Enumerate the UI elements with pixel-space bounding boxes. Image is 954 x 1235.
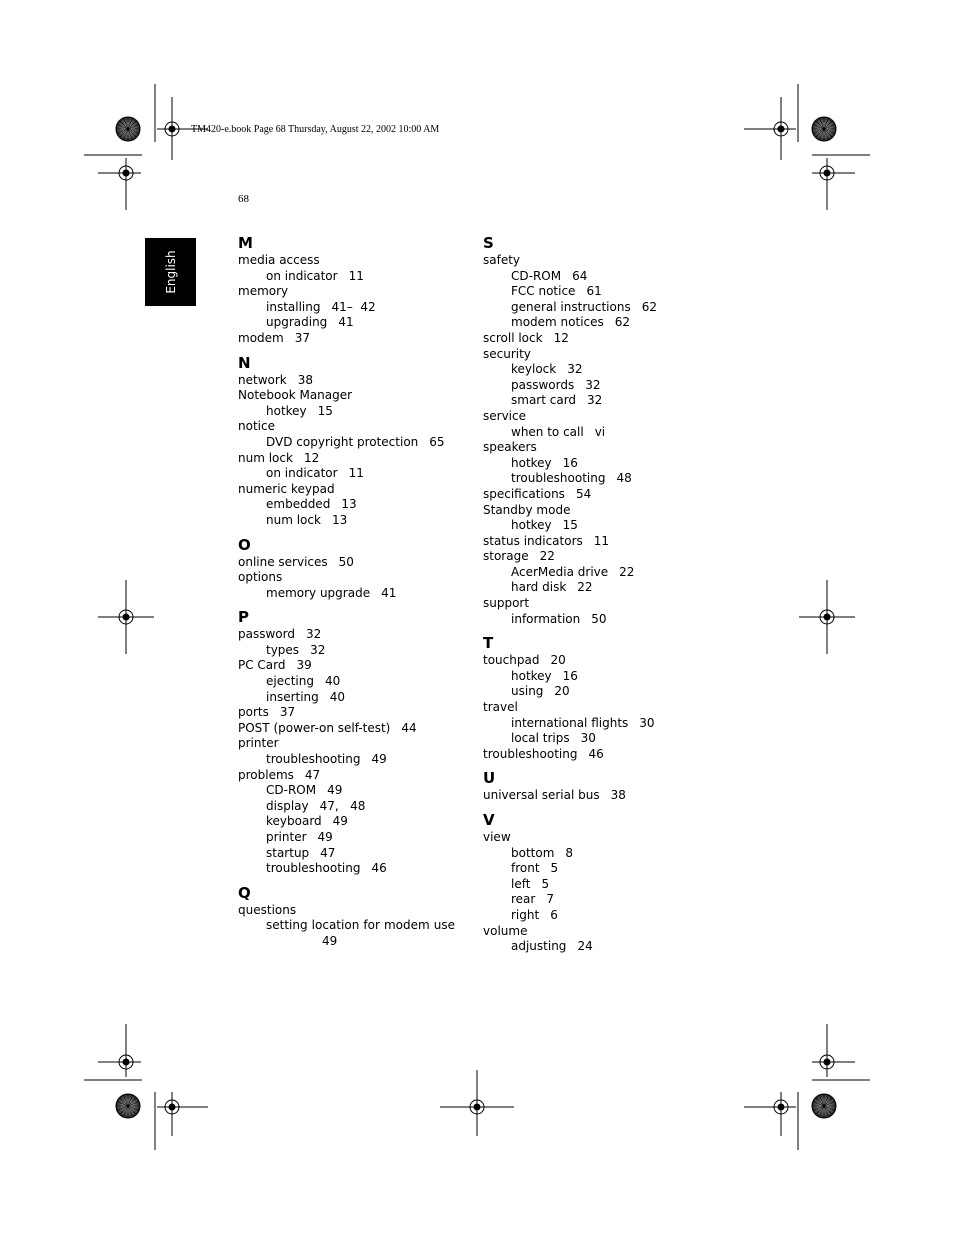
index-term: keyboard (266, 814, 322, 829)
index-term: hard disk (511, 580, 567, 595)
index-page: 40 (329, 689, 346, 704)
index-term: memory (238, 284, 289, 299)
index-term: password (238, 627, 295, 642)
index-term: using (511, 684, 544, 699)
index-term: numeric keypad (238, 481, 335, 496)
index-term: front (511, 861, 540, 876)
index-term: printer (238, 736, 279, 751)
index-page: 48 (616, 471, 632, 486)
index-term: problems (238, 767, 294, 782)
index-page: 37 (294, 330, 311, 345)
index-term: startup (266, 845, 310, 860)
index-page: 32 (305, 627, 322, 642)
index-term: ejecting (266, 674, 314, 689)
index-term: status indicators (483, 533, 583, 548)
index-page: 64 (572, 268, 588, 283)
index-letter: V (483, 811, 495, 829)
index-letter: S (483, 234, 494, 252)
index-term: questions (238, 902, 297, 917)
index-term: hotkey (511, 455, 552, 470)
index-page: 44 (401, 720, 417, 735)
index-letter: P (238, 608, 249, 627)
index-term: specifications (483, 486, 565, 501)
index-page: 50 (591, 611, 607, 626)
index-term: num lock (238, 450, 293, 465)
index-term: scroll lock (483, 330, 543, 345)
index-term: universal serial bus (483, 788, 600, 803)
index-term: DVD copyright protection (266, 434, 419, 449)
index-term: general instructions (511, 299, 631, 314)
index-term: adjusting (511, 939, 567, 954)
index-page: 16 (562, 455, 578, 470)
index-term: embedded (266, 497, 331, 512)
index-letter: U (483, 769, 496, 788)
index-term: troubleshooting (511, 471, 606, 486)
index-letter: O (238, 535, 251, 554)
index-page: 20 (554, 684, 570, 699)
index-term: installing (266, 299, 321, 314)
index-term: ports (238, 705, 269, 720)
index-page: 6 (550, 907, 558, 922)
index-page: 5 (541, 876, 550, 891)
index-term: setting location for modem use (266, 918, 455, 933)
index-term: on indicator (266, 268, 338, 283)
index-page: 38 (297, 372, 314, 387)
index-term: bottom (511, 845, 555, 860)
index-page: 41 (338, 315, 354, 330)
index-term: hotkey (511, 668, 552, 683)
index-term: left (511, 876, 531, 891)
index-letter: T (483, 634, 494, 653)
index-page: 49 (371, 752, 387, 767)
index-page: 20 (550, 653, 566, 668)
index-page: 16 (562, 668, 578, 683)
index-letter: M (238, 234, 253, 252)
index-page: 41 (381, 585, 397, 600)
index-term: local trips (511, 731, 570, 746)
index-page: 30 (639, 715, 655, 730)
index-page: 46 (371, 861, 387, 876)
index-term: Standby mode (483, 502, 571, 517)
index-term: notice (238, 419, 275, 434)
index-term: printer (266, 830, 307, 844)
index-page: 47, 48 (319, 798, 366, 813)
index-term: international flights (511, 715, 629, 730)
index-page: vi (594, 424, 606, 439)
index-term: hotkey (511, 518, 552, 533)
index-page: 49 (327, 783, 343, 798)
index-page: 65 (429, 434, 445, 449)
index-term: modem (238, 330, 284, 345)
index-page: 22 (539, 549, 555, 564)
index-page: 49 (332, 814, 348, 829)
index-page: 24 (577, 939, 593, 954)
index-page: 11 (348, 268, 364, 283)
index-term: view (483, 830, 511, 844)
index-term: rear (511, 892, 536, 907)
index-page: 22 (577, 580, 593, 595)
index-term: security (483, 346, 531, 361)
index-term: modem notices (511, 315, 604, 330)
index-term: POST (power-on self-test) (238, 720, 391, 735)
index-term: smart card (511, 393, 577, 408)
index-page: 11 (348, 466, 364, 481)
index-term: information (511, 611, 581, 626)
index-page: 47 (304, 767, 321, 782)
index-page: 7 (546, 892, 554, 907)
index-page: 49 (317, 830, 333, 844)
book-header: TM420-e.book Page 68 Thursday, August 22, 2002 10:00 AM (191, 124, 440, 135)
index-page: 32 (567, 362, 583, 377)
index-term: display (266, 798, 309, 813)
index-page: 11 (593, 533, 610, 548)
index-term: on indicator (266, 466, 338, 481)
index-term: troubleshooting (266, 752, 361, 767)
index-page: 15 (317, 403, 333, 418)
index-term: types (266, 642, 300, 657)
index-page: 37 (279, 705, 296, 720)
index-term: right (511, 907, 540, 922)
index-term: options (238, 570, 283, 585)
index-term: support (483, 596, 530, 611)
index-term: CD-ROM (266, 783, 317, 798)
index-term: speakers (483, 440, 537, 455)
index-term: storage (483, 549, 529, 564)
index-page: 54 (575, 486, 592, 501)
index-page: 12 (553, 330, 569, 345)
index-letter: Q (238, 883, 251, 902)
index-page: 22 (619, 564, 635, 579)
index-page: 32 (587, 393, 603, 408)
index-page: 12 (303, 450, 320, 465)
index-term: troubleshooting (483, 746, 578, 761)
index-term: num lock (266, 512, 321, 527)
index-term: inserting (266, 689, 319, 704)
index-term: service (483, 408, 526, 423)
index-page: 13 (331, 512, 348, 527)
index-page: 32 (585, 377, 601, 392)
index-page: 5 (550, 861, 559, 876)
index-page: 8 (565, 845, 574, 860)
index-term: PC Card (238, 658, 286, 673)
index-page: 50 (338, 554, 354, 569)
index-page: 30 (580, 731, 596, 746)
index-term: troubleshooting (266, 861, 361, 876)
index-page: 40 (324, 674, 341, 689)
index-page: 41– 42 (331, 299, 376, 314)
index-page: 13 (341, 497, 357, 512)
index-term: when to call (511, 424, 584, 439)
index-page: 61 (586, 284, 602, 299)
index-term: AcerMedia drive (511, 564, 609, 579)
index-term: hotkey (266, 403, 307, 418)
index-page: 62 (614, 315, 631, 330)
index-page: 62 (641, 299, 657, 314)
index-term: safety (483, 253, 521, 267)
index-page: 38 (610, 788, 626, 803)
index-term: travel (483, 700, 518, 715)
index-term: FCC notice (511, 284, 576, 299)
index-page: 47 (320, 845, 336, 860)
index-page: 46 (588, 746, 604, 761)
index-term: touchpad (483, 653, 540, 668)
index-term: keylock (511, 362, 557, 377)
page-number: 68 (238, 193, 249, 205)
index-term: upgrading (266, 315, 328, 330)
index-page: 39 (296, 658, 312, 673)
index-term: memory upgrade (266, 585, 371, 600)
language-tab-label: English (163, 250, 178, 294)
index-page: 32 (310, 642, 326, 657)
index-term: Notebook Manager (238, 388, 353, 403)
index-page: 15 (562, 518, 578, 533)
index-term: online services (238, 554, 328, 569)
index-term: volume (483, 923, 528, 938)
index-term: media access (238, 253, 320, 267)
index-page: 49 (322, 933, 338, 948)
index-term: passwords (511, 377, 575, 392)
index-term: CD-ROM (511, 268, 562, 283)
index-term: network (238, 372, 287, 387)
index-letter: N (238, 353, 251, 372)
